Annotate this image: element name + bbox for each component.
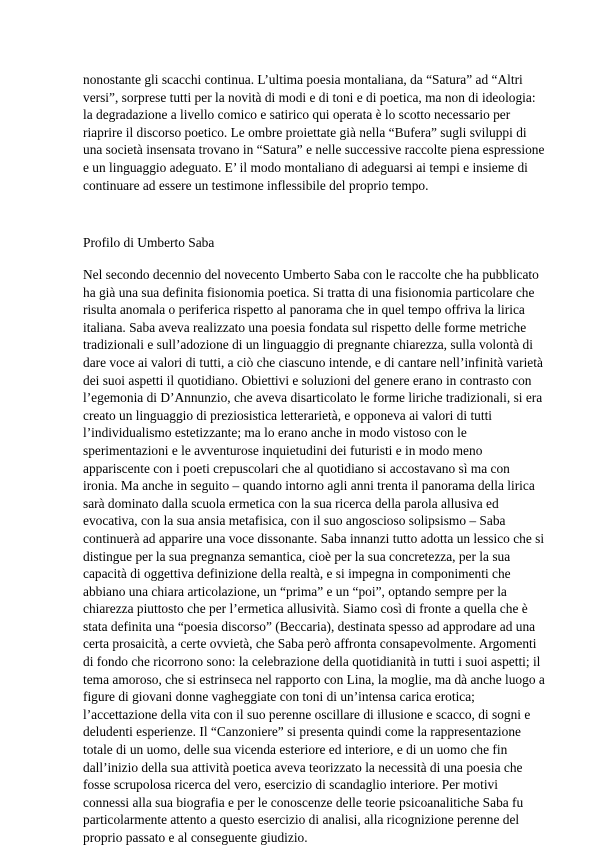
paragraph-saba-profile: Nel secondo decennio del novecento Umberto Saba con le raccolte che ha pubblicato ha già una sua definita fisionomia poetica. Si tratta di una fisionomia particolare che risulta anomala o periferica rispetto al panorama che in quel tempo offriva la lirica italiana. Saba aveva realizzato una poesia fondata sul rispetto delle forme metriche tradizionali e sull’adozione di un linguaggio di pregnante chiarezza, sulla volontà di dare voce ai valori di tutti, a ciò che ciascuno intende, e di cantare nell’infinità varietà dei suoi aspetti il quotidiano. Obiettivi e soluzioni del genere erano in contrasto con l’egemonia di D’Annunzio, che aveva disarticolato le forme liriche tradizionali, si era creato un linguaggio di preziosistica letterarietà, e opponeva ai valori di tutti l’individualismo estetizzante; ma lo erano anche in modo vistoso con le sperimentazioni e le avventurose inquietudini dei futuristi e in modo meno appariscente con i poeti crepuscolari che al quotidiano si accostavano sì ma con ironia. Ma anche in seguito – quando intorno agli anni trenta il panorama della lirica sarà dominato dalla scuola ermetica con la sua ricerca della parola allusiva ed evocativa, con la sua ansia metafisica, con il suo angoscioso solipsismo – Saba continuerà ad apparire una voce dissonante. Saba innanzi tutto adotta un lessico che si distingue per la sua pregnanza semantica, cioè per la sua concretezza, per la sua capacità di oggettiva definizione della realtà, e si impegna in componimenti che abbiano una chiara articolazione, un “prima” e un “poi”, optando sempre per la chiarezza piuttosto che per l’ermetica allusività. Siamo così di fronte a quella che è stata definita una “poesia discorso” (Beccaria), destinata spesso ad approdare ad una certa prosaicità, a certe ovvietà, che Saba però affronta consapevolmente. Argomenti di fondo che ricorrono sono: la celebrazione della quotidianità in tutti i suoi aspetti; il tema amoroso, che si estrinseca nel rapporto con Lina, la moglie, ma dà anche luogo a figure di giovani donne vagheggiate con toni di un’intensa carica erotica; l’accettazione della vita con il suo perenne oscillare di illusione e scacco, di sogni e deludenti esperienze. Il “Canzoniere” si presenta quindi come la rappresentazione totale di un uomo, delle sua vicenda esteriore ed interiore, e di un uomo che fin dall’inizio della sua attività poetica aveva teorizzato la necessità di una poesia che fosse scrupolosa ricerca del vero, esercizio di scandaglio interiore. Per motivi connessi alla sua biografia e per le conoscenze delle teorie psicoanalitiche Saba fu particolarmente attento a questo esercizio di analisi, alla ricognizione perenne del proprio passato e al conseguente giudizio.	[83, 267, 545, 845]
section-heading: Profilo di Umberto Saba	[83, 235, 215, 250]
paragraph-montale-conclusion: nonostante gli scacchi continua. L’ultima poesia montaliana, da “Satura” ad “Altri versi”, sorprese tutti per la novità di modi e di toni e di poetica, ma non di ideologia: la degradazione a livello comico e satirico qui operata è lo scotto necessario per riaprire il discorso poetico. Le ombre proiettate già nella “Bufera” sugli sviluppi di una società insensata trovano in “Satura” e nelle successive raccolte piena espressione e un linguaggio adeguato. E’ il modo montaliano di adeguarsi ai tempi e insieme di continuare ad essere un testimone inflessibile del proprio tempo.	[83, 72, 545, 193]
